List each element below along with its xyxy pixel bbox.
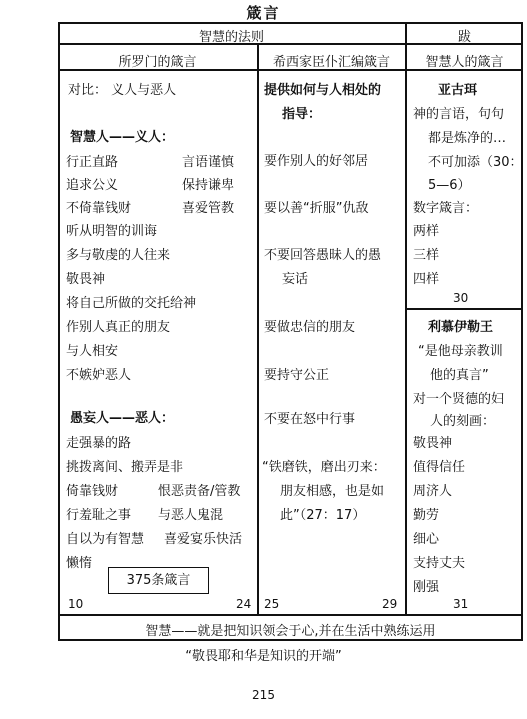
col1-contrast: 对比： 义人与恶人: [68, 83, 177, 98]
col3-lemuel-line: 对一个贤德的妇: [413, 392, 505, 407]
col3-lemuel-line: 值得信任: [413, 460, 466, 475]
col2-quote-line: 此”（27：17）: [280, 508, 366, 523]
col1-wise-pair-right: 喜爱管教: [182, 201, 235, 216]
page-title: 箴言: [246, 4, 281, 22]
bottom-quote: “敬畏耶和华是知识的开端”: [185, 649, 342, 664]
col3-lemuel-heading: 利慕伊勒王: [428, 320, 494, 335]
col1-fool-heading: 愚妄人——恶人：: [70, 411, 175, 426]
proverb-count-box: 375条箴言: [108, 567, 209, 594]
col1-wise-line: 将自己所做的交托给神: [66, 296, 197, 311]
col1-wise-pair-right: 言语谨慎: [182, 155, 235, 170]
col3-lemuel-line: 周济人: [413, 484, 453, 499]
header-col1: 所罗门的箴言: [118, 55, 197, 70]
col3-lemuel-line: “是他母亲教训: [418, 344, 503, 359]
col1-wise-pair-left: 行正直路: [66, 155, 119, 170]
col1-fool-line: 懒惰: [66, 556, 93, 571]
col3-agur-line: 数字箴言：: [413, 201, 479, 216]
col3-agur-line: 两样: [413, 224, 440, 239]
col-divider-2: [405, 22, 407, 614]
col2-chapter-end: 29: [382, 597, 398, 611]
col1-wise-pair-right: 保持谦卑: [182, 178, 235, 193]
col1-wise-line: 与人相安: [66, 344, 119, 359]
header-col2: 希西家臣仆汇编箴言: [272, 55, 390, 70]
col2-item: 要持守公正: [264, 368, 330, 383]
col3-lemuel-line: 勤劳: [413, 508, 440, 523]
wisdom-definition: 智慧——就是把知识领会于心,并在生活中熟练运用: [145, 624, 436, 639]
col1-chapter-end: 24: [236, 597, 252, 611]
col2-intro-line: 提供如何与人相处的: [264, 83, 382, 98]
col3-lemuel-line: 支持丈夫: [413, 556, 466, 571]
col1-fool-line: 挑拨离间、搬弄是非: [66, 460, 184, 475]
col-divider-1: [257, 44, 259, 614]
col1-wise-line: 作别人真正的朋友: [66, 320, 171, 335]
col1-fool-line: 走强暴的路: [66, 436, 132, 451]
col2-quote-line: 朋友相感，也是如: [280, 484, 385, 499]
col2-item: 要作别人的好邻居: [264, 154, 369, 169]
col1-fool-pair-left: 倚靠钱财: [66, 484, 119, 499]
col2-quote-line: “铁磨铁，磨出刃来：: [262, 460, 386, 475]
footer-divider: [58, 614, 523, 616]
col1-chapter-start: 10: [68, 597, 84, 611]
col2-item: 不要回答愚昧人的愚: [264, 248, 382, 263]
col3-lemuel-line: 他的真言”: [430, 368, 489, 383]
col3-agur-heading: 亚古珥: [438, 83, 478, 98]
col2-item: 要做忠信的朋友: [264, 320, 356, 335]
col2-intro-line: 指导：: [282, 107, 322, 122]
col1-wise-pair-left: 不倚靠钱财: [66, 201, 132, 216]
col3-lemuel-line: 细心: [413, 532, 440, 547]
header-col3: 智慧人的箴言: [425, 55, 504, 70]
col3-lemuel-line: 人的刻画：: [430, 414, 496, 429]
col3-agur-line: 神的言语，句句: [413, 107, 505, 122]
col2-item: 要以善“折服”仇敌: [264, 201, 369, 216]
col3-divider: [405, 308, 523, 310]
col1-fool-pair-right: 与恶人鬼混: [158, 508, 224, 523]
page-number: 215: [252, 688, 275, 702]
col2-chapter-start: 25: [264, 597, 280, 611]
header-postscript: 跋: [457, 30, 471, 45]
col1-wise-line: 听从明智的训诲: [66, 224, 158, 239]
col1-fool-pair-right: 喜爱宴乐快活: [164, 532, 243, 547]
col1-fool-pair-right: 恨恶责备/管教: [158, 484, 241, 499]
col3-agur-line: 都是炼净的…: [428, 131, 507, 146]
col3-agur-line: 5—6）: [428, 178, 471, 193]
col3-lemuel-line: 刚强: [413, 580, 440, 595]
col3-lemuel-chapter: 31: [453, 597, 469, 611]
col1-fool-pair-left: 行羞耻之事: [66, 508, 132, 523]
col3-agur-line: 不可加添（30：: [428, 155, 523, 170]
col3-agur-chapter: 30: [453, 291, 469, 305]
header-wisdom-rules: 智慧的法则: [198, 30, 264, 45]
col3-agur-line: 四样: [413, 272, 440, 287]
col1-wise-line: 多与敬虔的人往来: [66, 248, 171, 263]
col1-wise-heading: 智慧人——义人：: [70, 130, 175, 145]
col3-agur-line: 三样: [413, 248, 440, 263]
col1-fool-pair-left: 自以为有智慧: [66, 532, 145, 547]
col2-item: 妄话: [282, 272, 309, 287]
col1-wise-line: 不嫉妒恶人: [66, 368, 132, 383]
col2-item: 不要在怒中行事: [264, 412, 356, 427]
col3-lemuel-line: 敬畏神: [413, 436, 453, 451]
col1-wise-line: 敬畏神: [66, 272, 106, 287]
col1-wise-pair-left: 追求公义: [66, 178, 119, 193]
